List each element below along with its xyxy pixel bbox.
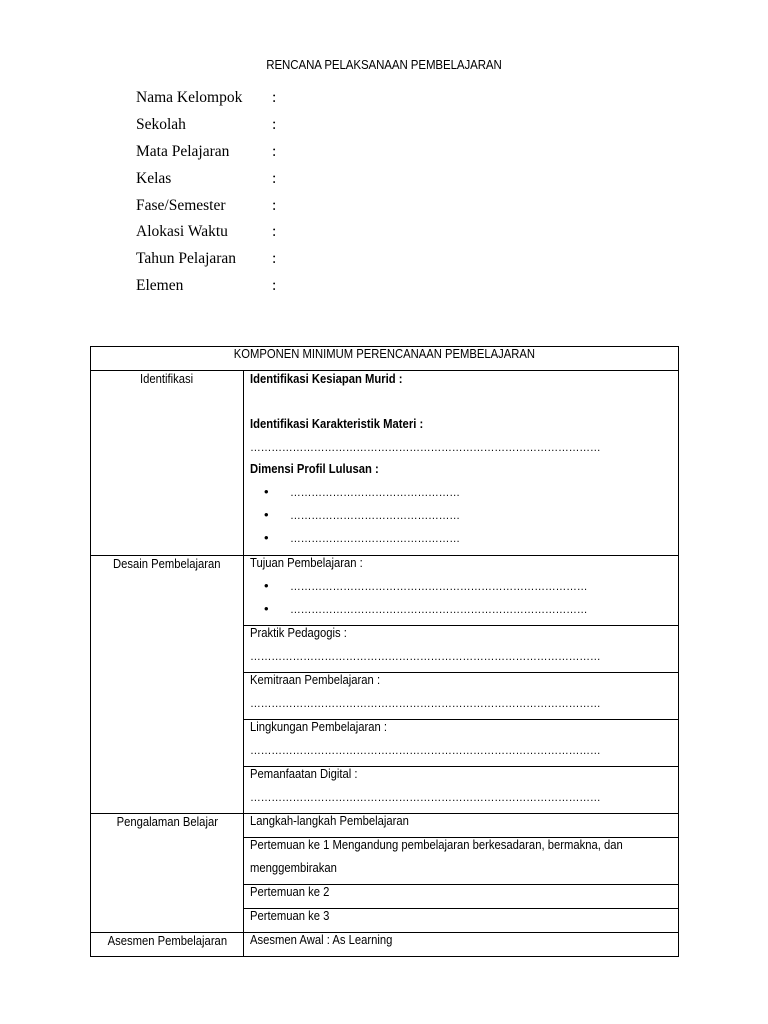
identifikasi-content [244, 371, 679, 556]
tujuan-label: Tujuan Pembelajaran : [250, 556, 363, 570]
karakteristik-dots: ……………………………………………………………………………………… [250, 439, 601, 454]
field-mata-pelajaran [136, 139, 292, 166]
list-item: • ………………………………………… [250, 485, 678, 508]
field-label: Fase/Semester [136, 196, 226, 214]
field-alokasi-waktu [136, 219, 292, 246]
praktik-label: Praktik Pedagogis : [250, 626, 347, 640]
lingkungan-dots: ……………………………………………………………………………………… [250, 742, 601, 757]
bullet-icon: • [264, 506, 269, 522]
rpp-table [90, 346, 679, 957]
field-colon: : [272, 169, 277, 187]
bullet-icon: • [264, 529, 269, 545]
field-colon: : [272, 89, 277, 107]
row-label-asesmen: Asesmen Pembelajaran [91, 933, 244, 957]
field-label: Sekolah [136, 116, 186, 134]
document-title: RENCANA PELAKSANAAN PEMBELAJARAN [266, 58, 502, 72]
dimensi-profil-label: Dimensi Profil Lulusan : [250, 462, 379, 476]
list-item: • ………………………………………… [250, 531, 678, 554]
field-label: Tahun Pelajaran [136, 250, 237, 268]
asesmen-awal-cell [244, 933, 679, 957]
digital-dots: ……………………………………………………………………………………… [250, 789, 601, 804]
field-nama-kelompok [136, 85, 292, 112]
pertemuan-3-label: Pertemuan ke 3 [250, 909, 330, 923]
field-label: Alokasi Waktu [136, 223, 228, 241]
field-colon: : [272, 116, 277, 134]
field-colon: : [272, 276, 277, 294]
langkah-label: Langkah-langkah Pembelajaran [250, 814, 409, 828]
lingkungan-cell [244, 720, 679, 767]
field-colon: : [272, 250, 277, 268]
kemitraan-label: Kemitraan Pembelajaran : [250, 673, 381, 687]
karakteristik-materi-label: Identifikasi Karakteristik Materi : [250, 417, 424, 431]
list-item: • ………………………………………… [250, 508, 678, 531]
pertemuan-3-cell [244, 909, 679, 933]
field-sekolah [136, 112, 292, 139]
field-elemen [136, 273, 292, 300]
field-label: Nama Kelompok [136, 89, 243, 107]
praktik-dots: ……………………………………………………………………………………… [250, 648, 601, 663]
field-fase-semester [136, 192, 292, 219]
list-item: • ………………………………………………………………………… [250, 602, 678, 625]
row-label-pengalaman: Pengalaman Belajar [91, 814, 244, 933]
field-colon: : [272, 142, 277, 160]
field-colon: : [272, 196, 277, 214]
table-row [91, 556, 679, 626]
digital-label: Pemanfaatan Digital : [250, 767, 358, 781]
field-tahun-pelajaran [136, 246, 292, 273]
field-label: Mata Pelajaran [136, 142, 230, 160]
digital-cell [244, 767, 679, 814]
bullet-icon: • [264, 483, 269, 499]
field-kelas [136, 165, 292, 192]
asesmen-awal-label: Asesmen Awal : As Learning [250, 933, 393, 947]
row-label-identifikasi: Identifikasi [91, 371, 244, 556]
kemitraan-cell [244, 673, 679, 720]
bullet-icon: • [264, 600, 269, 616]
pertemuan-2-label: Pertemuan ke 2 [250, 885, 330, 899]
tujuan-pembelajaran-cell [244, 556, 679, 626]
lingkungan-label: Lingkungan Pembelajaran : [250, 720, 387, 734]
pertemuan-2-cell [244, 885, 679, 909]
kesiapan-murid-label: Identifikasi Kesiapan Murid : [250, 372, 403, 386]
pertemuan-1-cell [244, 838, 679, 885]
pertemuan-1-text: Pertemuan ke 1 Mengandung pembelajaran berkesadaran, bermakna, dan menggembirakan [250, 838, 623, 875]
bullet-icon: • [264, 577, 269, 593]
kemitraan-dots: ……………………………………………………………………………………… [250, 695, 601, 710]
field-colon: : [272, 223, 277, 241]
meta-fields [136, 85, 292, 299]
spacer [250, 395, 678, 418]
field-label: Elemen [136, 276, 184, 294]
table-row [91, 933, 679, 957]
row-label-desain: Desain Pembelajaran [91, 556, 244, 814]
field-label: Kelas [136, 169, 172, 187]
table-row [91, 371, 679, 556]
praktik-pedagogis-cell [244, 626, 679, 673]
list-item: • ………………………………………………………………………… [250, 579, 678, 602]
table-header-row [91, 347, 679, 371]
table-header: KOMPONEN MINIMUM PERENCANAAN PEMBELAJARAN [91, 347, 679, 371]
